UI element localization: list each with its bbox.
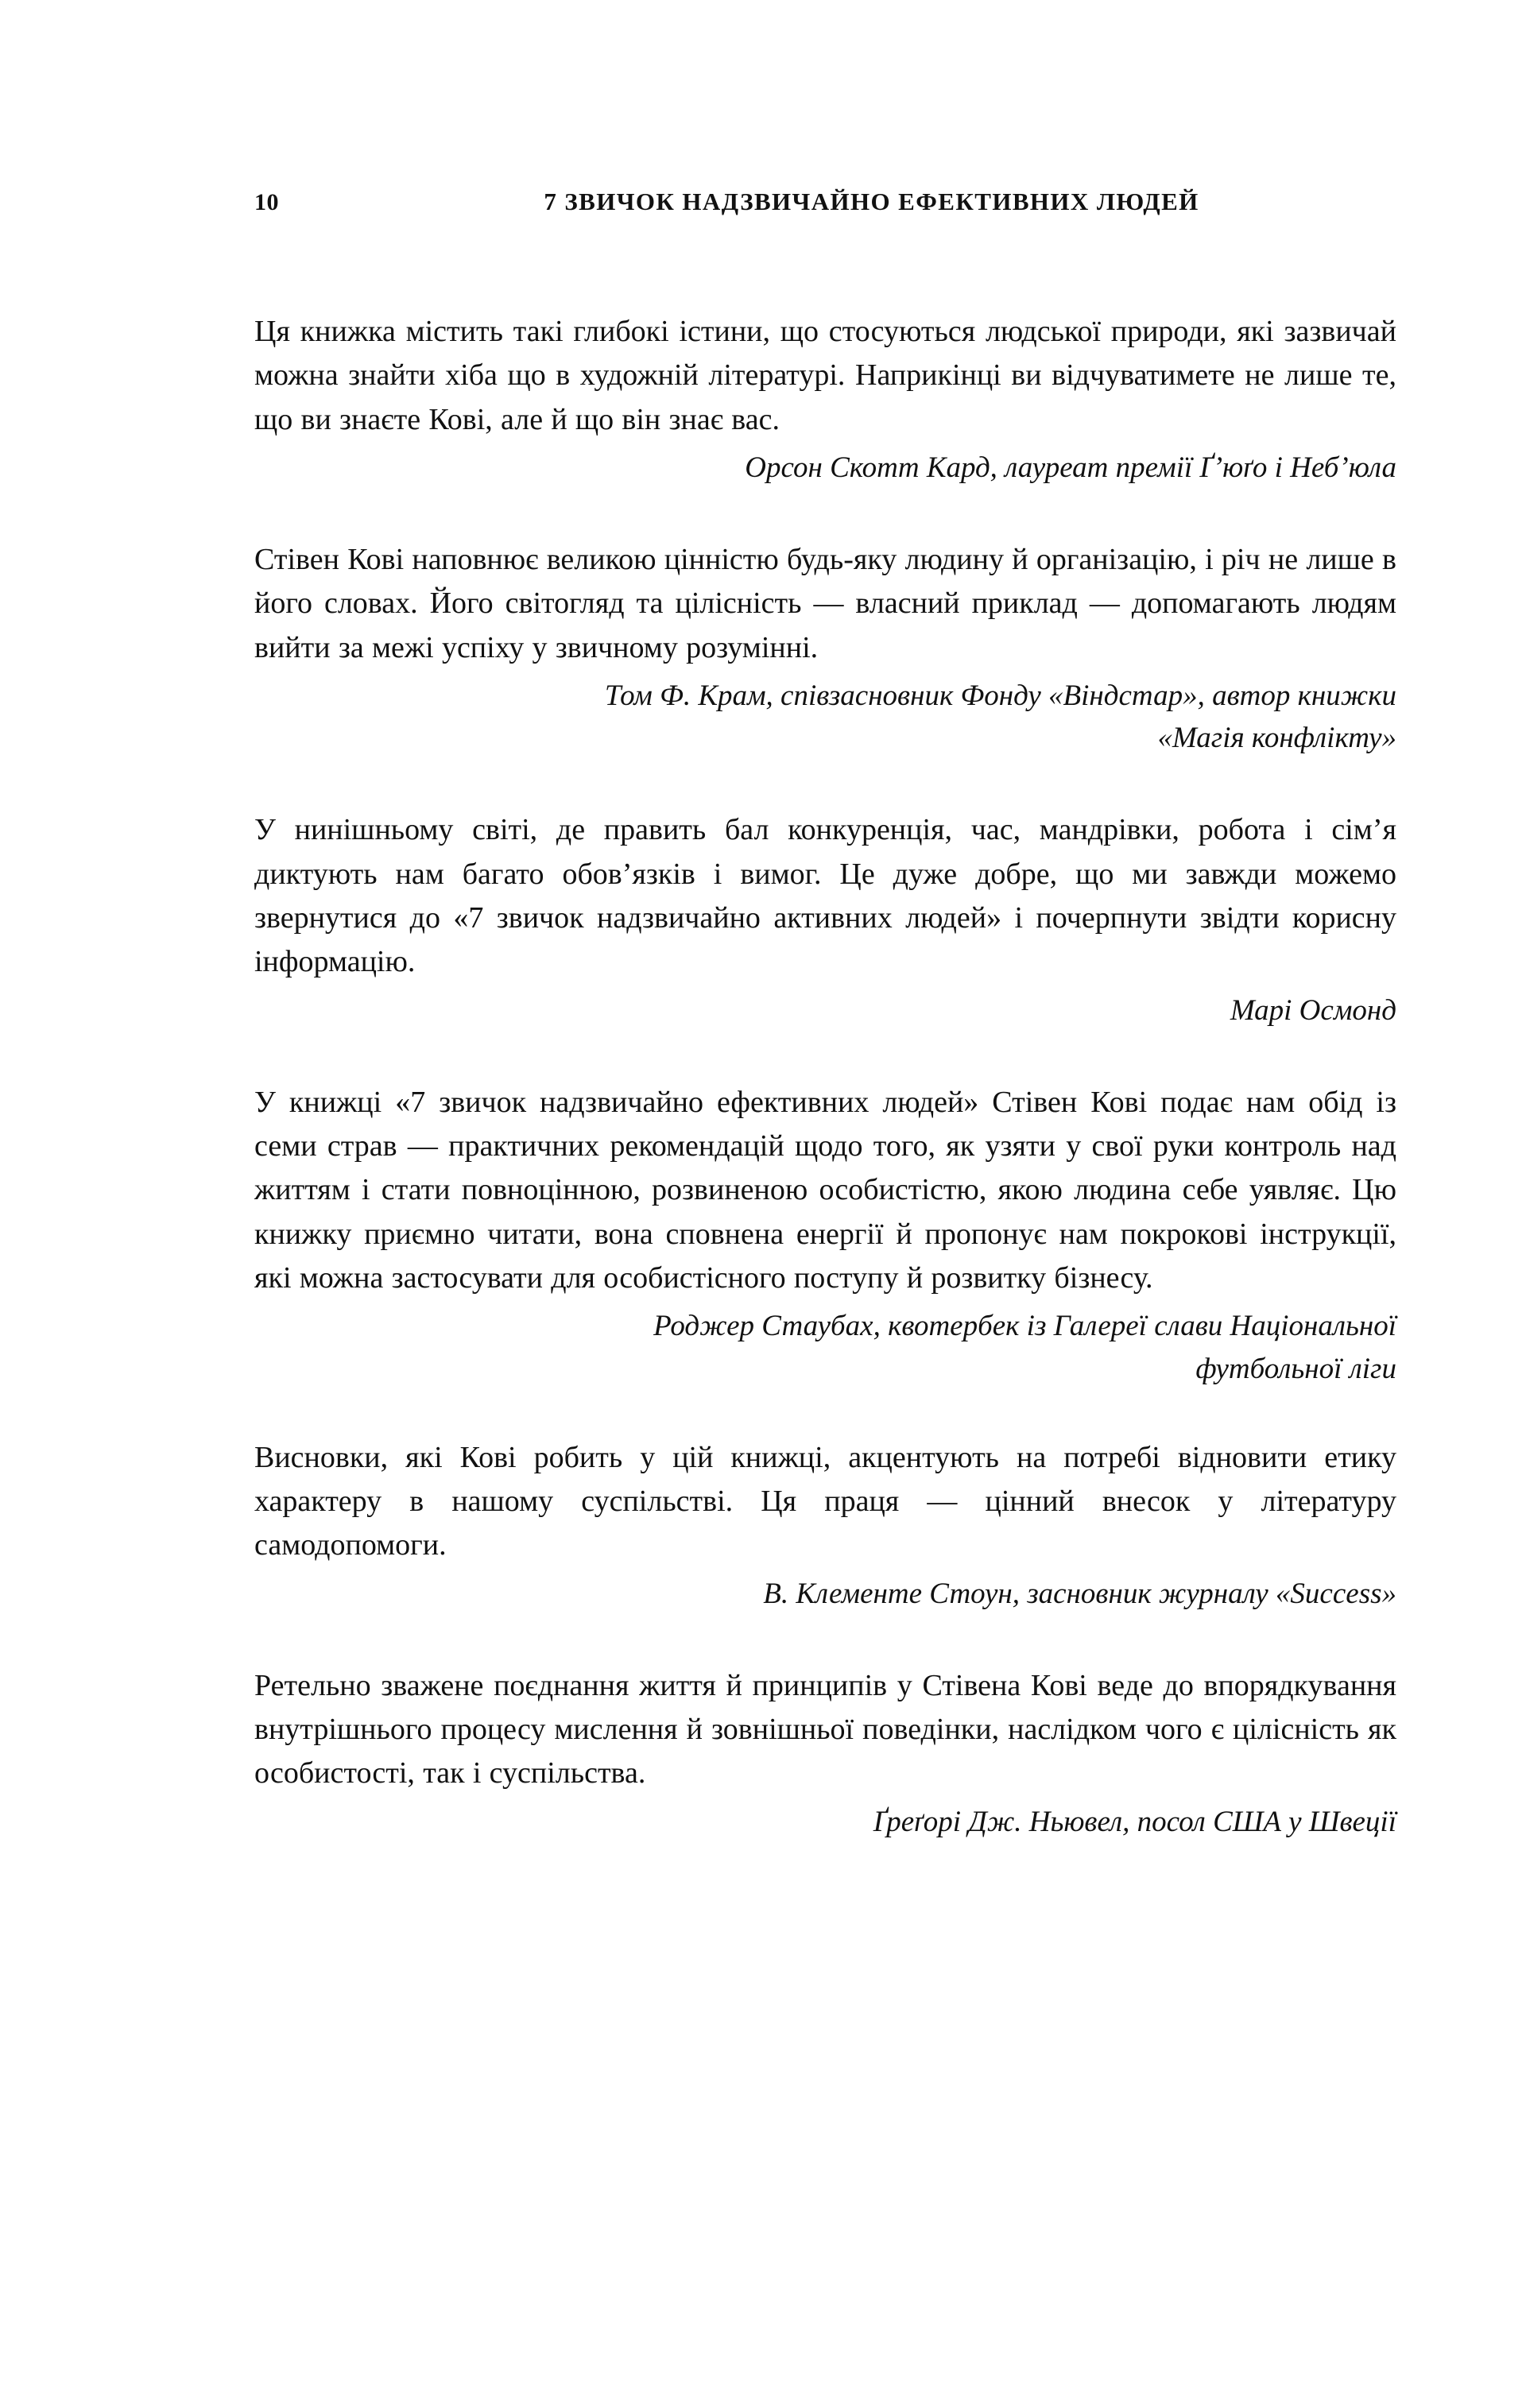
blurb-2: [254, 538, 1396, 759]
blurb-5: [254, 1436, 1396, 1615]
blurb-body: У книжці «7 звичок надзвичайно ефективних людей» Стівен Кові подає нам обід із семи страв — практичних рекомендацій щодо того, як узяти у свої руки контроль над життям і стати повноцінною, розвиненою особистістю, якою людина себе уявляє. Цю книжку приємно читати, вона сповнена енергії й пропонує нам покрокові інструкції, які можна застосувати для особистісного поступу й розвитку бізнесу.: [254, 1085, 1396, 1295]
blurb-1: [254, 310, 1396, 489]
blurb-body: Висновки, які Кові робить у цій книжці, акцентують на потребі відновити етику характеру в нашому суспільстві. Ця праця — цінний внесок у літературу самодопомоги.: [254, 1440, 1396, 1562]
attribution-line: Ґреґорі Дж. Ньювел, посол США у Швеції: [873, 1805, 1396, 1838]
attribution-line: Марі Осмонд: [1230, 993, 1396, 1027]
blurb-attribution: [254, 1801, 1396, 1843]
attribution-line: Орсон Скотт Кард, лауреат премії Ґ’юґо і Неб’юла: [745, 451, 1396, 484]
running-head-title: 7 ЗВИЧОК НАДЗВИЧАЙНО ЕФЕКТИВНИХ ЛЮДЕЙ: [544, 188, 1199, 215]
attribution-line: В. Клементе Стоун, засновник журналу «Success»: [763, 1577, 1396, 1610]
blurb-attribution: [254, 989, 1396, 1032]
blurb-3: [254, 808, 1396, 1031]
blurb-body: Ця книжка містить такі глибокі істини, що стосуються людської природи, які зазвичай можна знайти хіба що в художній літературі. Наприкінці ви відчуватимете не лише те, що ви знаєте Кові, але й що він знає вас.: [254, 315, 1396, 436]
attribution-line: Том Ф. Крам, співзасновник Фонду «Віндстар», автор книжки: [604, 679, 1396, 712]
blurb-body: У нинішньому світі, де править бал конкуренція, час, мандрівки, робота і сім’я диктують нам багато обов’язків і вимог. Це дуже добре, що ми завжди можемо звернутися до «7 звичок надзвичайно активних людей» і почерпнути звідти корисну інформацію.: [254, 813, 1396, 979]
blurb-attribution: [254, 675, 1396, 760]
blurb-6: [254, 1664, 1396, 1843]
blurb-4: [254, 1081, 1396, 1390]
blurb-attribution: [254, 1305, 1396, 1390]
attribution-line: Роджер Стаубах, квотербек із Галереї слави Національної: [653, 1310, 1396, 1343]
running-head: [254, 189, 1395, 224]
page-number: 10: [254, 189, 279, 215]
body-text-column: [254, 310, 1396, 1843]
blurb-body: Ретельно зважене поєднання життя й принципів у Стівена Кові веде до впорядкування внутрішнього процесу мислення й зовнішньої поведінки, наслідком чого є цілісність як особистості, так і суспільства.: [254, 1668, 1396, 1791]
blurb-body: Стівен Кові наповнює великою цінністю будь-яку людину й організацію, і річ не лише в його словах. Його світогляд та цілісність — власний приклад — допомагають людям вийти за межі успіху у звичному розумінні.: [254, 543, 1396, 664]
attribution-line: «Магія конфлікту»: [1157, 722, 1396, 755]
attribution-line: футбольної ліги: [1195, 1352, 1396, 1385]
blurb-attribution: [254, 447, 1396, 489]
blurb-attribution: [254, 1573, 1396, 1615]
